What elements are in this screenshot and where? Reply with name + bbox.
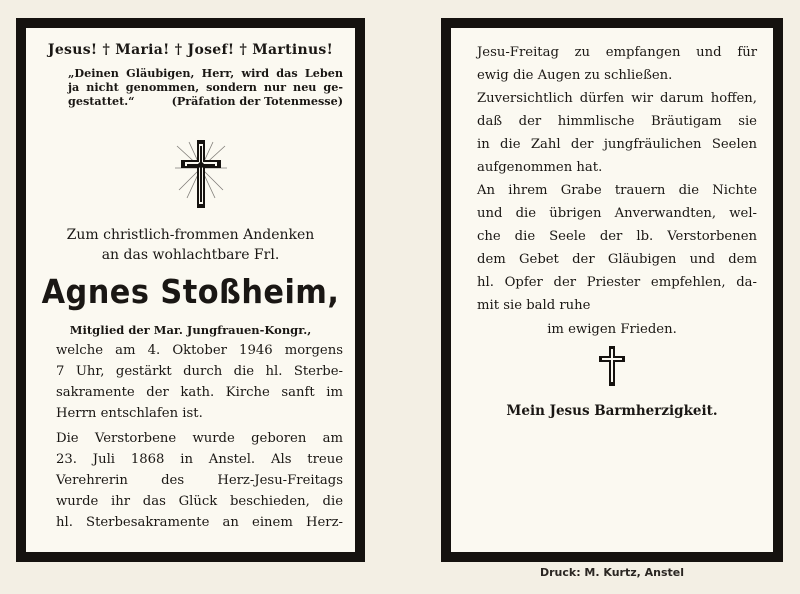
body-line: sakramente der kath. Kirche sanft im bbox=[56, 385, 343, 400]
membership-line: Mitglied der Mar. Jungfrauen-Kongr., bbox=[69, 323, 312, 337]
closing-line: im ewigen Frieden. bbox=[547, 322, 677, 337]
body-line: hl. Sterbesakramente an einem Herz- bbox=[56, 515, 343, 530]
body-line: Zuversichtlich dürfen wir darum hoffen, bbox=[477, 91, 757, 106]
small-cross-icon bbox=[599, 346, 625, 386]
body-line: Jesu-Freitag zu empfangen und für bbox=[477, 45, 757, 60]
memorial-line-2: an das wohlachtbare Frl. bbox=[101, 247, 280, 263]
right-page bbox=[441, 18, 783, 562]
body-line: mit sie bald ruhe bbox=[477, 298, 591, 313]
left-page-content bbox=[26, 28, 355, 552]
quote-line-2: ja nicht genommen, sondern nur neu ge- bbox=[68, 80, 343, 94]
prayer-line: Mein Jesus Barmherzigkeit. bbox=[506, 403, 718, 419]
body-line: dem Gebet der Gläubigen und dem bbox=[477, 252, 757, 267]
body-line: in die Zahl der jungfräulichen Seelen bbox=[477, 137, 757, 152]
deceased-name: Agnes Stoßheim, bbox=[41, 272, 340, 311]
body-line: und die übrigen Anverwandten, wel- bbox=[477, 206, 757, 221]
body-line: che die Seele der lb. Verstorbenen bbox=[477, 229, 757, 244]
body-line: Verehrerin des Herz-Jesu-Freitags bbox=[56, 473, 343, 488]
body-line: wurde ihr das Glück beschieden, die bbox=[56, 494, 343, 509]
body-line: An ihrem Grabe trauern die Nichte bbox=[477, 183, 757, 198]
left-page bbox=[16, 18, 365, 562]
memorial-line-1: Zum christlich-frommen Andenken bbox=[66, 227, 315, 243]
invocation-heading: Jesus! † Maria! † Josef! † Martinus! bbox=[47, 42, 334, 58]
quote-source: (Präfation der Totenmesse) bbox=[171, 94, 343, 108]
body-line: daß der himmlische Bräutigam sie bbox=[477, 114, 757, 129]
right-page-content bbox=[451, 28, 773, 552]
body-line: hl. Opfer der Priester empfehlen, da- bbox=[477, 275, 757, 290]
printer-credit: Druck: M. Kurtz, Anstel bbox=[539, 566, 685, 579]
body-line: 7 Uhr, gestärkt durch die hl. Sterbe- bbox=[56, 364, 343, 379]
body-line: Herrn entschlafen ist. bbox=[56, 406, 203, 421]
ornate-cross-icon bbox=[173, 138, 229, 214]
quote-line-3: gestattet.“ bbox=[68, 94, 135, 108]
body-line: welche am 4. Oktober 1946 morgens bbox=[56, 343, 343, 358]
body-line: Die Verstorbene wurde geboren am bbox=[56, 431, 343, 446]
quote-line-1: „Deinen Gläubigen, Herr, wird das Leben bbox=[68, 66, 343, 80]
body-line: 23. Juli 1868 in Anstel. Als treue bbox=[56, 452, 343, 467]
body-line: aufgenommen hat. bbox=[477, 160, 603, 175]
body-line: ewig die Augen zu schließen. bbox=[477, 68, 673, 83]
